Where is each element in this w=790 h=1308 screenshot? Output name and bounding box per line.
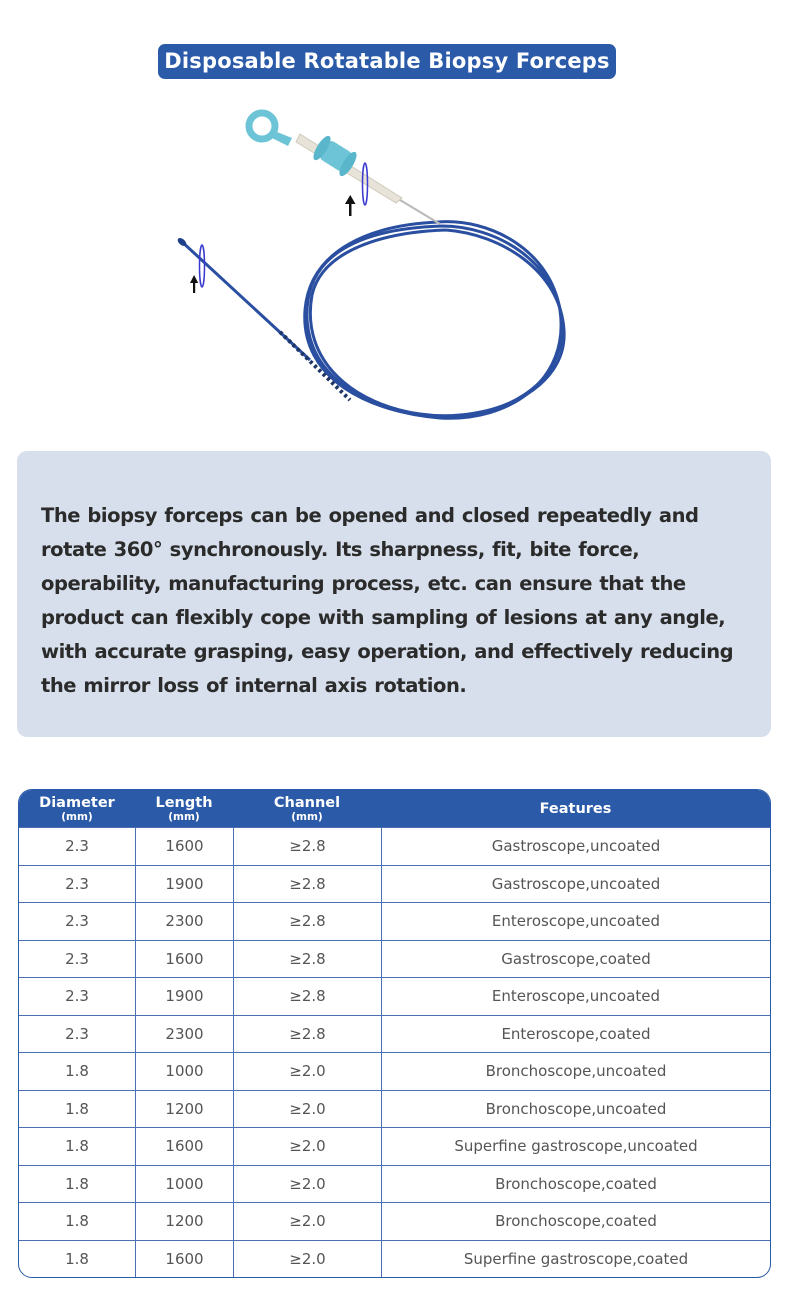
table-row <box>19 940 770 978</box>
cell-features: Gastroscope,uncoated <box>381 866 770 903</box>
cell-diameter: 2.3 <box>65 874 89 893</box>
cell-channel: ≥2.8 <box>233 978 381 1015</box>
table-row <box>19 902 770 940</box>
cell-features: Enteroscope,coated <box>381 1016 770 1053</box>
cell-diameter: 2.3 <box>65 987 89 1006</box>
cell-length: 1600 <box>135 828 233 865</box>
cell-length: 1000 <box>135 1053 233 1090</box>
cell-length: 1200 <box>135 1091 233 1128</box>
cell-length: 1200 <box>135 1203 233 1240</box>
cell-channel: ≥2.0 <box>233 1241 381 1278</box>
description-panel <box>17 451 771 737</box>
table-row <box>19 865 770 903</box>
cell-diameter: 2.3 <box>65 837 89 856</box>
cell-length: 2300 <box>135 1016 233 1053</box>
cell-channel: ≥2.8 <box>233 903 381 940</box>
header-features: Features <box>539 800 612 817</box>
up-arrow-icon <box>190 275 198 293</box>
cell-length: 1600 <box>135 1241 233 1278</box>
cell-features: Bronchoscope,uncoated <box>381 1091 770 1128</box>
table-row <box>19 1090 770 1128</box>
table-header <box>19 790 770 827</box>
cell-features: Superfine gastroscope,coated <box>381 1241 770 1278</box>
cell-diameter: 1.8 <box>65 1099 89 1118</box>
spec-table <box>18 789 771 1278</box>
cell-diameter: 2.3 <box>65 949 89 968</box>
cell-features: Bronchoscope,coated <box>381 1166 770 1203</box>
cell-diameter: 1.8 <box>65 1212 89 1231</box>
up-arrow-icon <box>345 195 356 216</box>
cell-channel: ≥2.8 <box>233 1016 381 1053</box>
table-row <box>19 977 770 1015</box>
cell-features: Bronchoscope,coated <box>381 1203 770 1240</box>
cell-length: 1000 <box>135 1166 233 1203</box>
cell-features: Gastroscope,coated <box>381 941 770 978</box>
cell-features: Superfine gastroscope,uncoated <box>381 1128 770 1165</box>
cell-features: Enteroscope,uncoated <box>381 903 770 940</box>
cell-diameter: 1.8 <box>65 1062 89 1081</box>
cell-length: 1900 <box>135 866 233 903</box>
cell-diameter: 2.3 <box>65 1024 89 1043</box>
rotation-marker-icon <box>200 245 205 287</box>
header-channel: Channel (mm) <box>273 794 341 823</box>
cell-features: Gastroscope,uncoated <box>381 828 770 865</box>
description-text: The biopsy forceps can be opened and closed repeatedly and rotate 360° synchronously. Its sharpness, fit, bite force, operability, manufacturing process, etc. can ensure that the product can flexibly cope with sampling of lesions at any angle, with accurate grasping, easy operation, and effectively reducing the mirror loss of internal axis rotation. <box>41 504 734 697</box>
cell-length: 1600 <box>135 1128 233 1165</box>
table-row <box>19 1240 770 1278</box>
cell-channel: ≥2.0 <box>233 1091 381 1128</box>
cell-channel: ≥2.0 <box>233 1203 381 1240</box>
product-image <box>150 100 600 430</box>
cell-diameter: 1.8 <box>65 1137 89 1156</box>
catheter-coil-icon <box>305 222 564 419</box>
cell-channel: ≥2.8 <box>233 866 381 903</box>
cell-diameter: 1.8 <box>65 1249 89 1268</box>
header-length: Length (mm) <box>155 794 213 823</box>
cell-features: Enteroscope,uncoated <box>381 978 770 1015</box>
cell-length: 1900 <box>135 978 233 1015</box>
table-row <box>19 1015 770 1053</box>
cell-channel: ≥2.0 <box>233 1053 381 1090</box>
cell-channel: ≥2.0 <box>233 1166 381 1203</box>
table-row <box>19 1165 770 1203</box>
cell-length: 1600 <box>135 941 233 978</box>
cell-diameter: 2.3 <box>65 912 89 931</box>
cell-length: 2300 <box>135 903 233 940</box>
header-diameter: Diameter (mm) <box>39 794 115 823</box>
cell-diameter: 1.8 <box>65 1174 89 1193</box>
table-row <box>19 1052 770 1090</box>
table-row <box>19 827 770 865</box>
table-row <box>19 1127 770 1165</box>
page-title: Disposable Rotatable Biopsy Forceps <box>158 44 616 79</box>
table-row <box>19 1202 770 1240</box>
cell-channel: ≥2.8 <box>233 828 381 865</box>
cell-channel: ≥2.8 <box>233 941 381 978</box>
cell-channel: ≥2.0 <box>233 1128 381 1165</box>
cell-features: Bronchoscope,uncoated <box>381 1053 770 1090</box>
